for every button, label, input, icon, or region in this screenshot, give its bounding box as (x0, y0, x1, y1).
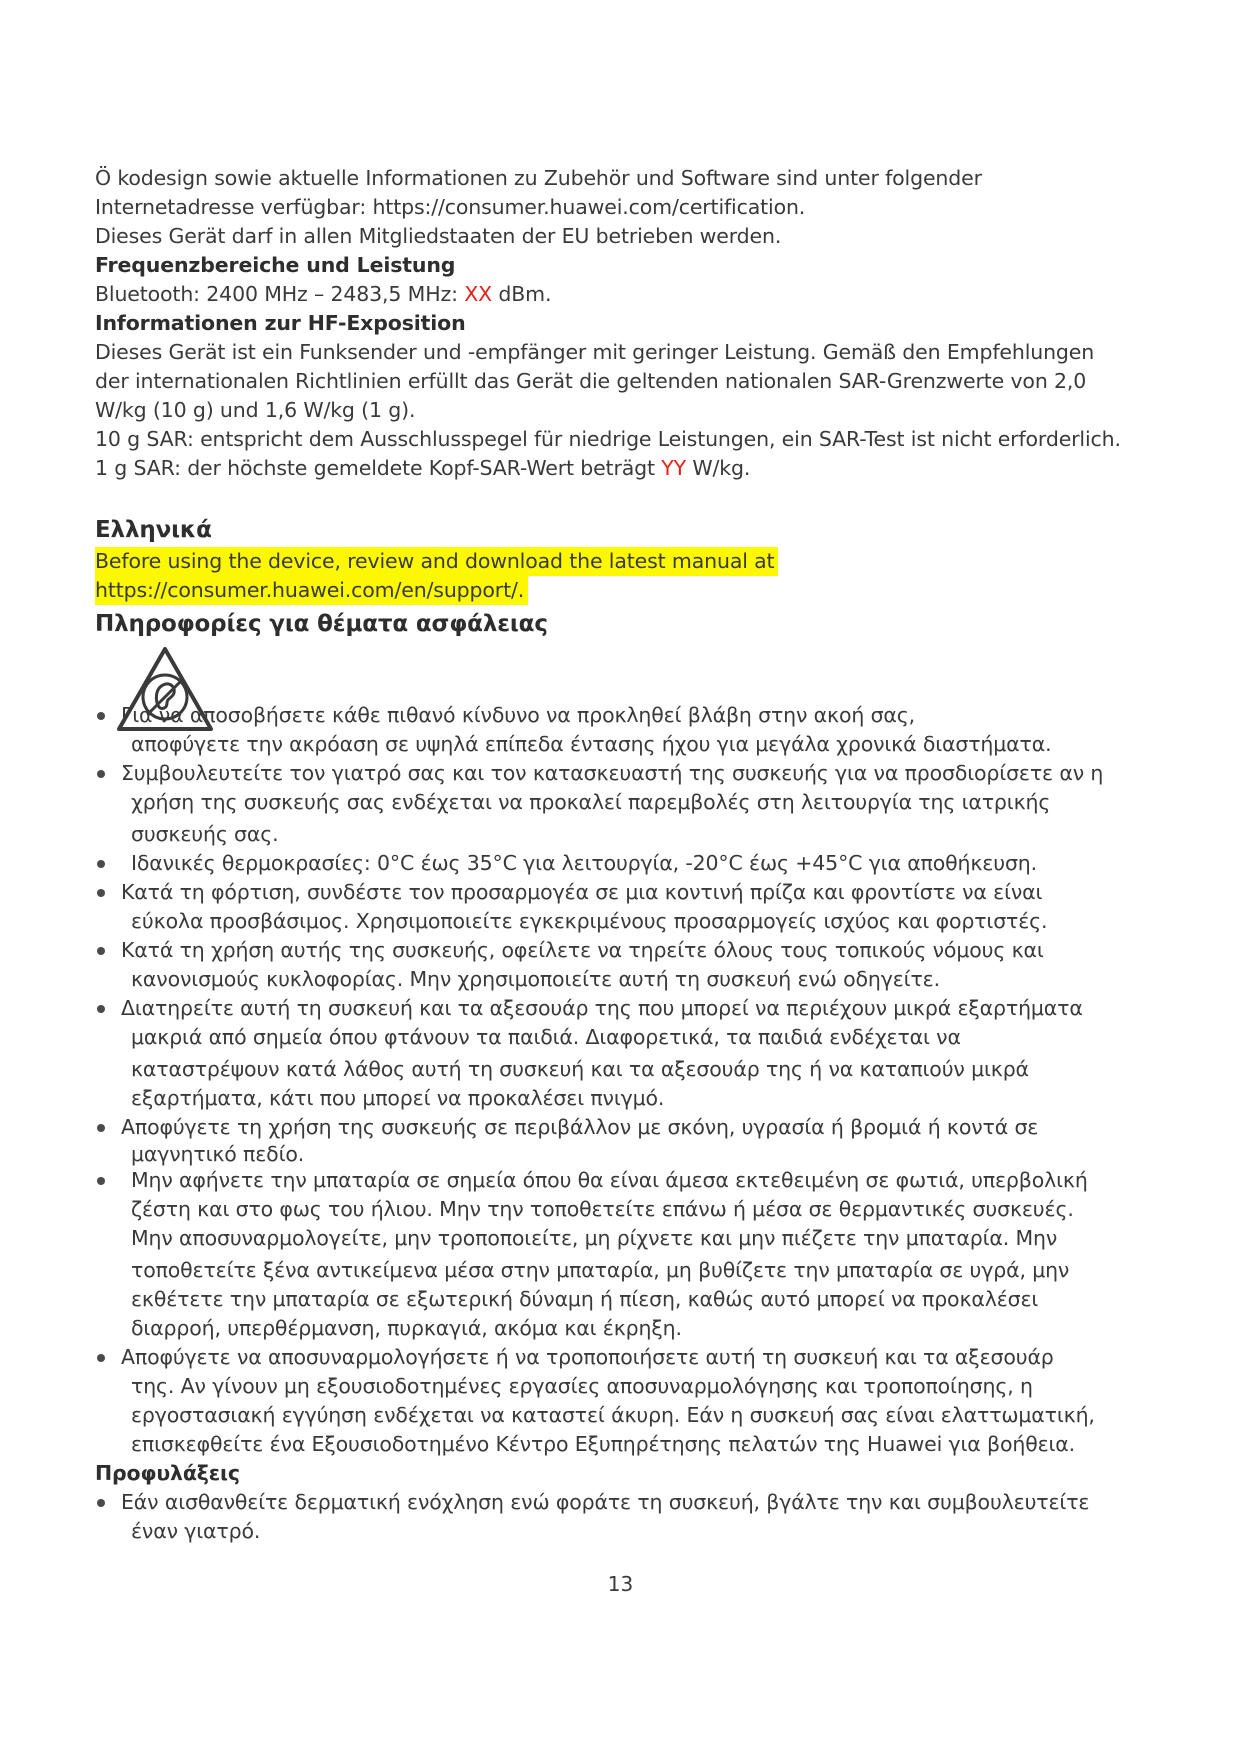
sar-prefix: 1 g SAR: der höchste gemeldete Kopf-SAR-Wert beträgt (95, 456, 662, 480)
bullet-icon (97, 1177, 105, 1185)
document-page (95, 164, 1155, 1546)
bullet-icon (97, 712, 105, 720)
bullet-line: εύκολα προσβάσιμος. Χρησιμοποιείτε εγκεκριμένους προσαρμογείς ισχύος και φορτιστές. (131, 909, 1048, 933)
list-item (95, 1166, 1155, 1343)
bullet-line: Συμβουλευτείτε τον γιατρό σας και τον κατασκευαστή της συσκευής για να προσδιορίσετε αν η (121, 761, 1104, 785)
rf-heading: Informationen zur HF-Exposition (95, 311, 466, 335)
highlight-text-2: https://consumer.huawei.com/en/support/. (95, 576, 528, 605)
bullet-icon (97, 1354, 105, 1362)
german-line-1: Ö kodesign sowie aktuelle Informationen zu Zubehör und Software sind unter folgender (95, 166, 982, 190)
language-heading-greek: Ελληνικά (95, 517, 212, 543)
sar-placeholder: YY (661, 456, 687, 480)
bullet-line: Αποφύγετε να αποσυναρμολογήσετε ή να τροποποιήσετε αυτή τη συσκευή και τα αξεσουάρ (121, 1345, 1054, 1369)
bullet-line: Μην αφήνετε την μπαταρία σε σημεία όπου θα είναι άμεσα εκτεθειμένη σε φωτιά, υπερβολική (131, 1168, 1088, 1192)
warning-icon-area (95, 641, 1155, 701)
list-item (95, 936, 1155, 994)
manual-notice-line-2 (95, 576, 1155, 605)
precautions-heading: Προφυλάξεις (95, 1461, 240, 1485)
safety-list (95, 701, 1155, 1459)
bluetooth-placeholder: XX (464, 282, 493, 306)
sar-line (95, 454, 1155, 483)
bullet-line: διαρροή, υπερθέρμανση, πυρκαγιά, ακόμα και έκρηξη. (131, 1316, 682, 1340)
bullet-line: τοποθετείτε ξένα αντικείμενα μέσα στην μπαταρία, μη βυθίζετε την μπαταρία σε υγρά, μην (131, 1258, 1070, 1282)
rf-line-4: 10 g SAR: entspricht dem Ausschlusspegel für niedrige Leistungen, ein SAR-Test ist nicht erforderlich. (95, 427, 1121, 451)
bullet-line: Ιδανικές θερμοκρασίες: 0°C έως 35°C για λειτουργία, -20°C έως +45°C για αποθήκευση. (131, 851, 1038, 875)
list-item (95, 1343, 1155, 1459)
bullet-line: εργοστασιακή εγγύηση ενδέχεται να καταστεί άκυρη. Εάν η συσκευή σας είναι ελαττωματική, (131, 1403, 1095, 1427)
bullet-line: Κατά τη χρήση αυτής της συσκευής, οφείλετε να τηρείτε όλους τους τοπικούς νόμους και (121, 938, 1044, 962)
bullet-icon (97, 1499, 105, 1507)
bullet-line: Για να αποσοβήσετε κάθε πιθανό κίνδυνο να προκληθεί βλάβη στην ακοή σας, (121, 703, 916, 727)
rf-line-3: W/kg (10 g) und 1,6 W/kg (1 g). (95, 398, 416, 422)
bullet-line: χρήση της συσκευής σας ενδέχεται να προκαλεί παρεμβολές στη λειτουργία της ιατρικής (131, 790, 1051, 814)
sar-suffix: W/kg. (686, 456, 751, 480)
bullet-line: Εάν αισθανθείτε δερματική ενόχληση ενώ φοράτε τη συσκευή, βγάλτε την και συμβουλευτείτε (121, 1490, 1090, 1514)
bullet-icon (97, 1124, 105, 1132)
german-line-2: Internetadresse verfügbar: https://consumer.huawei.com/certification. (95, 195, 806, 219)
list-item (95, 701, 1155, 759)
list-item (95, 759, 1155, 849)
bullet-line: αποφύγετε την ακρόαση σε υψηλά επίπεδα έντασης ήχου για μεγάλα χρονικά διαστήματα. (131, 732, 1052, 756)
bullet-line: Διατηρείτε αυτή τη συσκευή και τα αξεσουάρ της που μπορεί να περιέχουν μικρά εξαρτήματα (121, 996, 1083, 1020)
highlight-text-1: Before using the device, review and download the latest manual at (95, 547, 778, 576)
list-item (95, 994, 1155, 1113)
bullet-line: εξαρτήματα, κάτι που μπορεί να προκαλέσει πνιγμό. (131, 1086, 665, 1110)
bullet-line: έναν γιατρό. (131, 1519, 261, 1543)
bluetooth-line (95, 280, 1155, 309)
bullet-line: ζέστη και στο φως του ήλιου. Μην την τοποθετείτε επάνω ή μέσα σε θερμαντικές συσκευές. (131, 1197, 1074, 1221)
manual-notice-line-1 (95, 547, 1155, 576)
bullet-line: επισκεφθείτε ένα Εξουσιοδοτημένο Κέντρο Εξυπηρέτησης πελατών της Huawei για βοήθεια. (131, 1432, 1076, 1456)
rf-line-1: Dieses Gerät ist ein Funksender und -empfänger mit geringer Leistung. Gemäß den Empfehlungen (95, 340, 1095, 364)
bullet-line: Μην αποσυναρμολογείτε, μην τροποποιείτε, μη ρίχνετε και μην πιέζετε την μπαταρία. Μην (131, 1226, 1058, 1250)
bullet-icon (97, 1005, 105, 1013)
bullet-line: Αποφύγετε τη χρήση της συσκευής σε περιβάλλον με σκόνη, υγρασία ή βρομιά ή κοντά σε (121, 1115, 1039, 1139)
bullet-line: κανονισμούς κυκλοφορίας. Μην χρησιμοποιείτε αυτή τη συσκευή ενώ οδηγείτε. (131, 967, 940, 991)
freq-heading: Frequenzbereiche und Leistung (95, 253, 456, 277)
list-item (95, 849, 1155, 878)
bluetooth-suffix: dBm. (492, 282, 552, 306)
list-item (95, 1488, 1155, 1546)
list-item (95, 878, 1155, 936)
bullet-line: Κατά τη φόρτιση, συνδέστε τον προσαρμογέα σε μια κοντινή πρίζα και φροντίστε να είναι (121, 880, 1043, 904)
bluetooth-prefix: Bluetooth: 2400 MHz – 2483,5 MHz: (95, 282, 465, 306)
bullet-line: εκθέτετε την μπαταρία σε εξωτερική δύναμη ή πίεση, καθώς αυτό μπορεί να προκαλέσει (131, 1287, 1039, 1311)
bullet-line: της. Αν γίνουν μη εξουσιοδοτημένες εργασίες αποσυναρμολόγησης και τροποποίησης, η (131, 1374, 1033, 1398)
bullet-icon (97, 770, 105, 778)
bullet-line: μαγνητικό πεδίο. (131, 1142, 305, 1166)
safety-heading: Πληροφορίες για θέματα ασφάλειας (95, 611, 548, 637)
bullet-icon (97, 860, 105, 868)
bullet-line: καταστρέψουν κατά λάθος αυτή τη συσκευή και τα αξεσουάρ της ή να καταπιούν μικρά (131, 1057, 1029, 1081)
page-number: 13 (607, 1572, 634, 1596)
bullet-line: συσκευής σας. (131, 822, 279, 846)
bullet-icon (97, 889, 105, 897)
bullet-icon (97, 947, 105, 955)
precautions-list (95, 1488, 1155, 1546)
german-line-3: Dieses Gerät darf in allen Mitgliedstaaten der EU betrieben werden. (95, 224, 782, 248)
bullet-line: μακριά από σημεία όπου φτάνουν τα παιδιά. Διαφορετικά, τα παιδιά ενδέχεται να (131, 1025, 961, 1049)
list-item (95, 1113, 1155, 1166)
rf-line-2: der internationalen Richtlinien erfüllt das Gerät die geltenden nationalen SAR-Grenzwerte von 2,0 (95, 369, 1087, 393)
